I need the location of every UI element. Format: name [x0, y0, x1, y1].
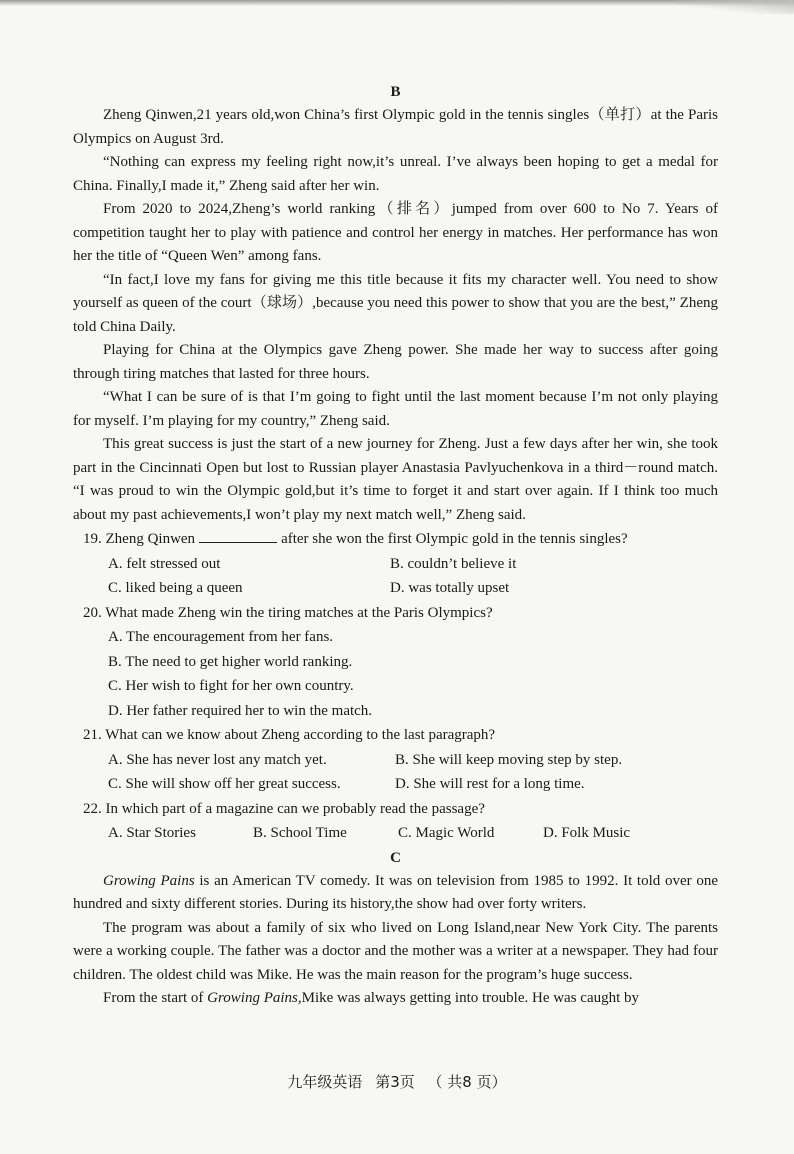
option-row [108, 821, 718, 846]
footer-subject: 九年级英语 [287, 1073, 363, 1091]
passage-paragraph [73, 870, 718, 917]
paragraph-text: From the start of [103, 990, 208, 1006]
option-b[interactable]: B. The need to get higher world ranking. [108, 653, 353, 670]
option-d[interactable]: D. Folk Music [543, 825, 631, 841]
option-a[interactable]: A. felt stressed out [108, 555, 221, 572]
option-c[interactable]: C. Magic World [398, 825, 495, 841]
question-20 [73, 601, 718, 724]
option-row [108, 576, 718, 601]
question-21 [73, 723, 718, 797]
option-a[interactable]: A. Star Stories [108, 825, 196, 841]
passage-paragraph [73, 987, 718, 1011]
paragraph-text: is an American TV comedy. It was on television from 1985 to 1992. It told over one hundred and sixty different stories. During its history,the show had over forty writers. [73, 872, 718, 912]
passage-paragraph: The program was about a family of six who lived on Long Island,near New York City. The parents were a working couple. The father was a doctor and the mother was a writer at a newspaper. They had four children. The oldest child was Mike. He was the main reason for the program’s huge success. [73, 919, 718, 983]
section-c-title: C [390, 849, 401, 866]
question-stem-end: after she won the first Olympic gold in the tennis singles? [281, 531, 628, 547]
question-22 [73, 797, 718, 846]
page-footer [0, 1071, 794, 1093]
question-19 [73, 527, 718, 601]
footer-page-number: 第3页 [375, 1073, 415, 1091]
question-stem-start: 19. Zheng Qinwen [83, 531, 196, 547]
passage-paragraph: “In fact,I love my fans for giving me this title because it fits my character well. You need to show yourself as queen of the court（球场）,because you need this power to show that you are the best,” Zheng told China Daily. [73, 271, 718, 335]
answer-blank[interactable] [199, 528, 277, 543]
section-b-title: B [390, 84, 401, 100]
option-b[interactable]: B. School Time [253, 825, 347, 841]
section-c-passage [73, 870, 718, 1011]
question-stem: 20. What made Zheng win the tiring matches at the Paris Olympics? [83, 604, 493, 621]
option-a[interactable]: A. She has never lost any match yet. [108, 751, 327, 768]
option-b[interactable]: B. She will keep moving step by step. [395, 751, 623, 768]
option-d[interactable]: D. She will rest for a long time. [395, 776, 585, 792]
option-c[interactable]: C. liked being a queen [108, 580, 243, 596]
paragraph-text: ,Mike was always getting into trouble. He was caught by [297, 990, 640, 1006]
exam-page [73, 80, 718, 1011]
passage-paragraph: This great success is just the start of a new journey for Zheng. Just a few days after her win, she took part in the Cincinnati Open but lost to Russian player Anastasia Pavlyuchenkova in a third－round match. “I was proud to win the Olympic gold,but it’s time to forget it and start over again. If I think too much about my past achievements,I won’t play my next match well,” Zheng said. [73, 436, 718, 523]
option-row [108, 552, 718, 577]
option-c[interactable]: C. Her wish to fight for her own country. [108, 678, 354, 694]
scan-corner-shadow [674, 0, 794, 14]
option-d[interactable]: D. Her father required her to win the match. [108, 702, 373, 719]
question-stem: 22. In which part of a magazine can we probably read the passage? [83, 800, 485, 817]
passage-paragraph: Zheng Qinwen,21 years old,won China’s first Olympic gold in the tennis singles（单打）at the Paris Olympics on August 3rd. [73, 107, 718, 147]
option-a[interactable]: A. The encouragement from her fans. [108, 629, 334, 645]
section-b-passage [73, 104, 718, 527]
passage-paragraph: “Nothing can express my feeling right now,it’s unreal. I’ve always been hoping to get a medal for China. Finally,I made it,” Zheng said after her win. [73, 154, 718, 194]
option-row [108, 748, 718, 773]
question-stem [83, 527, 718, 552]
question-stem: 21. What can we know about Zheng according to the last paragraph? [83, 727, 496, 743]
option-b[interactable]: B. couldn’t believe it [390, 555, 517, 572]
option-d[interactable]: D. was totally upset [390, 580, 510, 596]
passage-paragraph: From 2020 to 2024,Zheng’s world ranking（排名）jumped from over 600 to No 7. Years of competition taught her to play with patience and control her energy in matches. Her performance has won her the title of “Queen Wen” among fans. [73, 201, 718, 264]
show-title: Growing Pains [207, 990, 298, 1006]
show-title: Growing Pains [103, 872, 195, 889]
passage-paragraph: Playing for China at the Olympics gave Zheng power. She made her way to success after going through tiring matches that lasted for three hours. [73, 342, 718, 382]
passage-paragraph: “What I can be sure of is that I’m going to fight until the last moment because I’m not only playing for myself. I’m playing for my country,” Zheng said. [73, 389, 718, 429]
footer-total-pages: （ 共8 页） [427, 1073, 507, 1091]
option-row [108, 772, 718, 797]
option-c[interactable]: C. She will show off her great success. [108, 776, 341, 792]
